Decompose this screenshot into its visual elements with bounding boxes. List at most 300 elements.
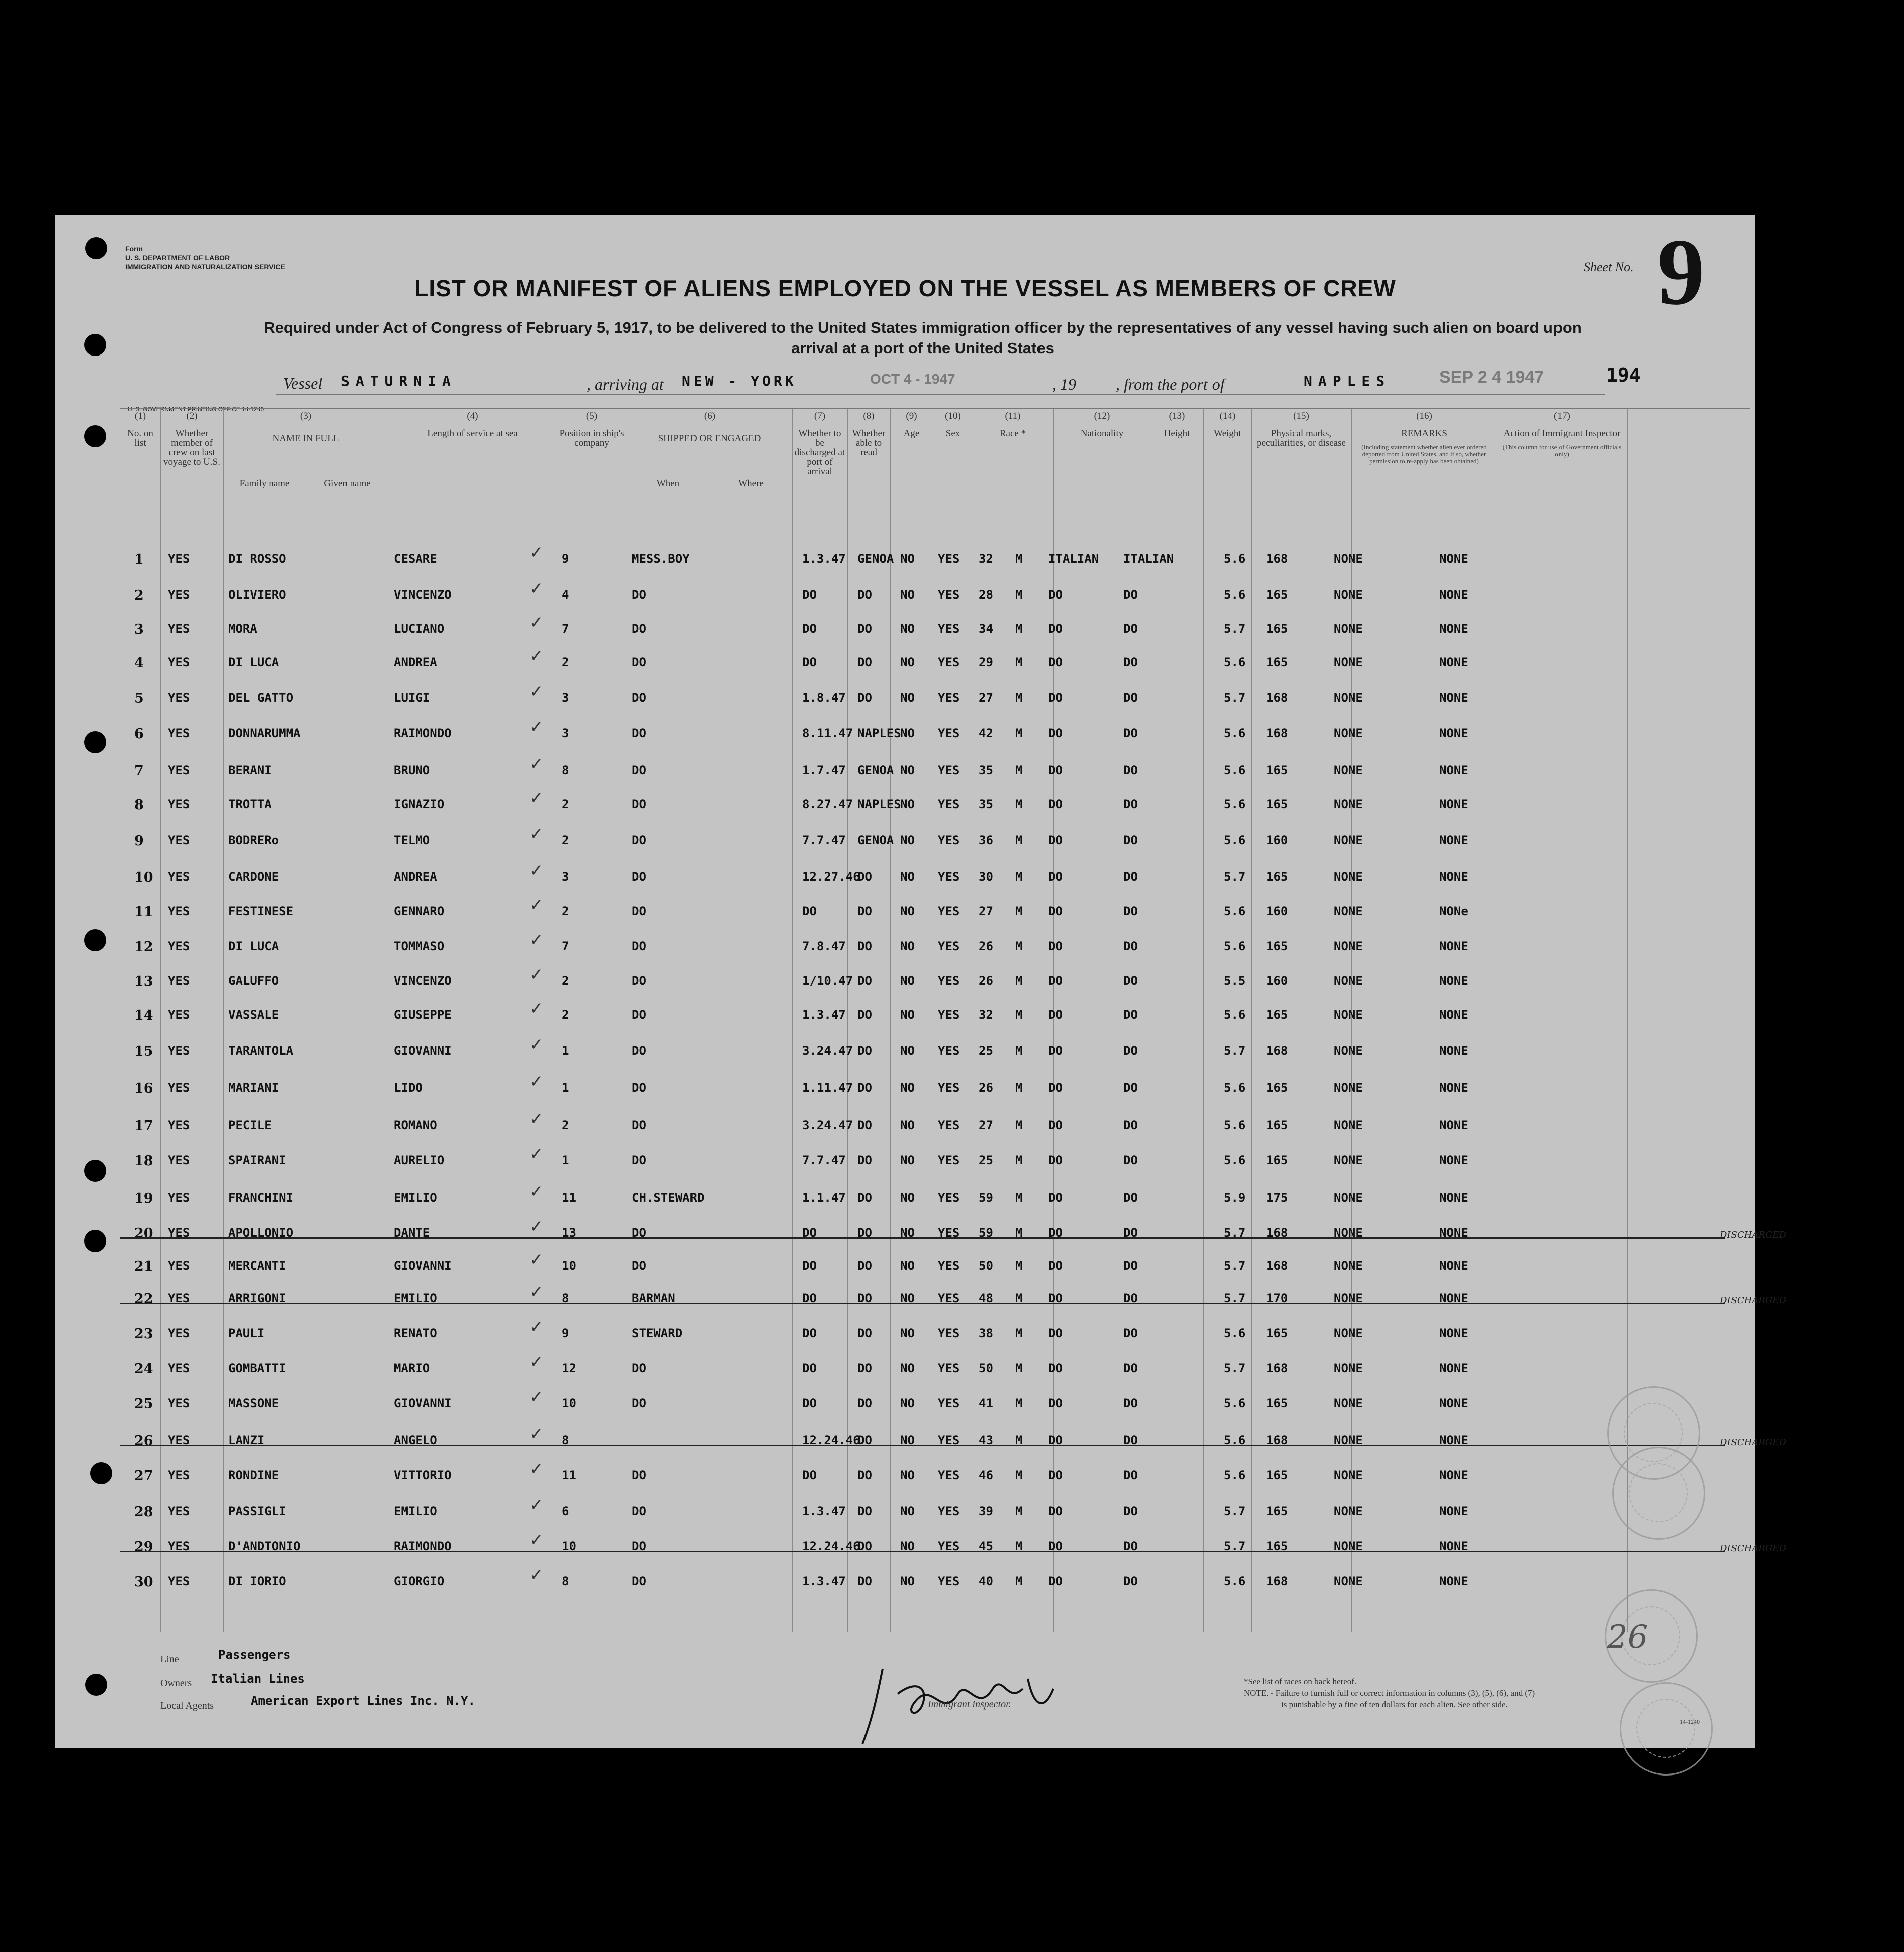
- cell-remarks: NONE: [1439, 1008, 1468, 1022]
- cell-service: 8: [562, 1574, 569, 1588]
- cell-where: DO: [857, 939, 872, 953]
- cell-where: DO: [857, 1291, 872, 1305]
- cell-read: YES: [938, 1539, 960, 1553]
- cell-prev: YES: [168, 1044, 190, 1058]
- cell-position: DO: [632, 974, 646, 988]
- cell-given: VINCENZO: [394, 588, 452, 602]
- cell-sex: M: [1015, 1153, 1023, 1167]
- cell-discharge: NO: [900, 655, 915, 669]
- cell-when: 12.24.46: [802, 1433, 860, 1447]
- service-name: IMMIGRATION AND NATURALIZATION SERVICE: [125, 263, 285, 271]
- cell-service: 9: [562, 1326, 569, 1340]
- cell-weight: 165: [1266, 797, 1288, 811]
- cell-age: 50: [979, 1361, 993, 1375]
- cell-where: DO: [857, 1504, 872, 1518]
- cell-prev: YES: [168, 763, 190, 777]
- cell-marks: NONE: [1334, 1291, 1363, 1305]
- cell-when: DO: [802, 588, 817, 602]
- cell-nationality: DO: [1123, 1044, 1138, 1058]
- cell-position: DO: [632, 1259, 646, 1273]
- cell-position: DO: [632, 1044, 646, 1058]
- column-number: (15): [1293, 411, 1309, 421]
- cell-remarks: NONE: [1439, 552, 1468, 566]
- cell-marks: NONE: [1334, 552, 1363, 566]
- table-row: [120, 1317, 1750, 1356]
- cell-remarks: NONE: [1439, 726, 1468, 740]
- cell-sex: M: [1015, 691, 1023, 705]
- cell-family: PAULI: [228, 1326, 265, 1340]
- cell-nationality: DO: [1123, 974, 1138, 988]
- cell-sex: M: [1015, 1226, 1023, 1240]
- cell-nationality: DO: [1123, 1361, 1138, 1375]
- cell-age: 45: [979, 1539, 993, 1553]
- cell-weight: 165: [1266, 1153, 1288, 1167]
- column-header: Age: [903, 428, 920, 439]
- cell-read: YES: [938, 1468, 960, 1482]
- cell-remarks: NONE: [1439, 1081, 1468, 1095]
- column-number: (16): [1416, 411, 1432, 421]
- cell-service: 6: [562, 1504, 569, 1518]
- column-header: SHIPPED OR ENGAGED: [658, 433, 761, 444]
- cell-age: 39: [979, 1504, 993, 1518]
- cell-nationality: DO: [1123, 1081, 1138, 1095]
- cell-read: YES: [938, 691, 960, 705]
- cell-nationality: DO: [1123, 939, 1138, 953]
- cell-service: 2: [562, 1118, 569, 1132]
- manifest-sheet: [55, 215, 1786, 1748]
- column-subheader: When: [656, 478, 680, 489]
- cell-marks: NONE: [1334, 974, 1363, 988]
- cell-when: DO: [802, 1259, 817, 1273]
- table-row: [120, 543, 1750, 582]
- cell-service: 13: [562, 1226, 576, 1240]
- penalty-note-1: NOTE. - Failure to furnish full or correct information in columns (3), (5), (6), and (7): [1244, 1688, 1535, 1698]
- cell-prev: YES: [168, 1433, 190, 1447]
- column-header: Sex: [945, 428, 960, 439]
- cell-when: DO: [802, 622, 817, 636]
- column-header: NAME IN FULL: [272, 433, 339, 444]
- cell-read: YES: [938, 974, 960, 988]
- vessel-underline: [276, 394, 1605, 395]
- cell-marks: NONE: [1334, 588, 1363, 602]
- cell-when: 7.8.47: [802, 939, 846, 953]
- cell-remarks: NONE: [1439, 1326, 1468, 1340]
- cell-height: 5.7: [1224, 1259, 1246, 1273]
- cell-height: 5.6: [1224, 1574, 1246, 1588]
- table-row: [120, 1387, 1750, 1427]
- page-number: 194: [1606, 364, 1641, 386]
- check-mark-icon: ✓: [529, 754, 544, 774]
- cell-height: 5.6: [1224, 939, 1246, 953]
- cell-family: DI ROSSO: [228, 552, 286, 566]
- cell-position: DO: [632, 1361, 646, 1375]
- cell-family: MARIANI: [228, 1081, 279, 1095]
- cell-no: 30: [134, 1574, 153, 1590]
- cell-where: DO: [857, 1191, 872, 1205]
- cell-weight: 168: [1266, 726, 1288, 740]
- cell-sex: M: [1015, 1008, 1023, 1022]
- cell-nationality: DO: [1123, 726, 1138, 740]
- cell-no: 17: [134, 1118, 153, 1134]
- cell-family: MASSONE: [228, 1396, 279, 1410]
- cell-weight: 168: [1266, 552, 1288, 566]
- cell-discharge: NO: [900, 1008, 915, 1022]
- cell-where: DO: [857, 904, 872, 918]
- cell-where: DO: [857, 1361, 872, 1375]
- cell-race: DO: [1048, 1008, 1063, 1022]
- cell-when: 1.3.47: [802, 1504, 846, 1518]
- cell-discharge: NO: [900, 588, 915, 602]
- cell-when: 3.24.47: [802, 1044, 853, 1058]
- cell-discharge: NO: [900, 1433, 915, 1447]
- inspector-label: Immigrant inspector.: [928, 1699, 1011, 1710]
- cell-height: 5.6: [1224, 1081, 1246, 1095]
- cell-marks: NONE: [1334, 1044, 1363, 1058]
- cell-service: 8: [562, 1433, 569, 1447]
- cell-age: 59: [979, 1191, 993, 1205]
- cell-service: 8: [562, 763, 569, 777]
- column-header: Weight: [1214, 428, 1241, 439]
- cell-discharge: NO: [900, 1081, 915, 1095]
- cell-age: 28: [979, 588, 993, 602]
- cell-when: 8.27.47: [802, 797, 853, 811]
- crew-table: [120, 408, 1786, 1775]
- cell-discharge: NO: [900, 622, 915, 636]
- cell-prev: YES: [168, 1539, 190, 1553]
- cell-race: DO: [1048, 939, 1063, 953]
- from-port: NAPLES: [1304, 373, 1391, 389]
- cell-sex: M: [1015, 1468, 1023, 1482]
- cell-marks: NONE: [1334, 1468, 1363, 1482]
- cell-when: 3.24.47: [802, 1118, 853, 1132]
- table-row: [120, 682, 1750, 721]
- cell-no: 5: [134, 691, 144, 706]
- table-row: [120, 754, 1750, 793]
- discharged-note: DISCHARGED: [1720, 1543, 1786, 1554]
- check-mark-icon: ✓: [529, 895, 544, 915]
- cell-position: DO: [632, 1008, 646, 1022]
- cell-discharge: NO: [900, 1259, 915, 1273]
- table-row: [120, 1217, 1786, 1256]
- cell-no: 13: [134, 974, 153, 989]
- cell-height: 5.6: [1224, 797, 1246, 811]
- column-subheader: Given name: [324, 478, 371, 489]
- cell-nationality: DO: [1123, 588, 1138, 602]
- table-row: [120, 1352, 1750, 1391]
- punch-hole: [84, 1230, 106, 1252]
- cell-discharge: NO: [900, 726, 915, 740]
- cell-family: PASSIGLI: [228, 1504, 286, 1518]
- cell-prev: YES: [168, 1291, 190, 1305]
- cell-family: DI LUCA: [228, 939, 279, 953]
- cell-position: DO: [632, 655, 646, 669]
- cell-sex: M: [1015, 1574, 1023, 1588]
- cell-discharge: NO: [900, 1326, 915, 1340]
- cell-service: 10: [562, 1259, 576, 1273]
- cell-discharge: NO: [900, 1153, 915, 1167]
- cell-prev: YES: [168, 655, 190, 669]
- cell-when: 8.11.47: [802, 726, 853, 740]
- cell-remarks: NONE: [1439, 1539, 1468, 1553]
- cell-no: 6: [134, 726, 144, 742]
- cell-family: PECILE: [228, 1118, 272, 1132]
- vessel-label: Vessel: [283, 374, 323, 392]
- cell-read: YES: [938, 1433, 960, 1447]
- cell-no: 21: [134, 1259, 153, 1274]
- cell-height: 5.6: [1224, 1326, 1246, 1340]
- cell-where: DO: [857, 622, 872, 636]
- cell-read: YES: [938, 622, 960, 636]
- cell-sex: M: [1015, 1081, 1023, 1095]
- column-number: (13): [1169, 411, 1185, 421]
- cell-sex: M: [1015, 1259, 1023, 1273]
- cell-sex: M: [1015, 904, 1023, 918]
- cell-nationality: DO: [1123, 622, 1138, 636]
- check-mark-icon: ✓: [529, 1250, 544, 1270]
- cell-given: LIDO: [394, 1081, 423, 1095]
- cell-discharge: NO: [900, 797, 915, 811]
- cell-given: DANTE: [394, 1226, 430, 1240]
- cell-age: 40: [979, 1574, 993, 1588]
- cell-marks: NONE: [1334, 1259, 1363, 1273]
- cell-family: GALUFFO: [228, 974, 279, 988]
- table-row: [120, 965, 1750, 1004]
- cell-height: 5.7: [1224, 1044, 1246, 1058]
- cell-discharge: NO: [900, 1468, 915, 1482]
- table-row: [120, 1282, 1786, 1321]
- cell-remarks: NONE: [1439, 1396, 1468, 1410]
- cell-family: TARANTOLA: [228, 1044, 294, 1058]
- cell-age: 25: [979, 1044, 993, 1058]
- check-mark-icon: ✓: [529, 965, 544, 985]
- cell-nationality: DO: [1123, 1468, 1138, 1482]
- cell-remarks: NONE: [1439, 1044, 1468, 1058]
- cell-service: 12: [562, 1361, 576, 1375]
- cell-age: 29: [979, 655, 993, 669]
- cell-discharge: NO: [900, 1291, 915, 1305]
- cell-nationality: DO: [1123, 1539, 1138, 1553]
- table-row: [120, 930, 1750, 969]
- cell-race: DO: [1048, 1468, 1063, 1482]
- cell-when: DO: [802, 1361, 817, 1375]
- arriving-port: NEW - YORK: [682, 373, 797, 389]
- cell-family: RONDINE: [228, 1468, 279, 1482]
- cell-prev: YES: [168, 1259, 190, 1273]
- cell-marks: NONE: [1334, 691, 1363, 705]
- cell-race: DO: [1048, 870, 1063, 884]
- check-mark-icon: ✓: [529, 1352, 544, 1372]
- column-header: Nationality: [1080, 428, 1124, 439]
- cell-discharge: NO: [900, 1118, 915, 1132]
- cell-given: GENNARO: [394, 904, 445, 918]
- cell-when: 1.8.47: [802, 691, 846, 705]
- cell-race: DO: [1048, 1118, 1063, 1132]
- punch-hole: [85, 1674, 107, 1696]
- strike-through-line: [120, 1303, 1725, 1304]
- cell-sex: M: [1015, 622, 1023, 636]
- discharged-note: DISCHARGED: [1720, 1437, 1786, 1448]
- column-number: (2): [186, 411, 198, 421]
- cell-nationality: DO: [1123, 797, 1138, 811]
- cell-remarks: NONE: [1439, 833, 1468, 847]
- cell-when: 1/10.47: [802, 974, 853, 988]
- cell-no: 15: [134, 1044, 153, 1059]
- cell-service: 2: [562, 974, 569, 988]
- cell-when: 1.3.47: [802, 1574, 846, 1588]
- cell-service: 3: [562, 691, 569, 705]
- cell-family: DEL GATTO: [228, 691, 294, 705]
- cell-age: 34: [979, 622, 993, 636]
- cell-prev: YES: [168, 1153, 190, 1167]
- cell-where: DO: [857, 1574, 872, 1588]
- cell-when: 12.27.46: [802, 870, 860, 884]
- cell-height: 5.6: [1224, 1153, 1246, 1167]
- cell-read: YES: [938, 588, 960, 602]
- cell-age: 35: [979, 797, 993, 811]
- cell-given: CESARE: [394, 552, 437, 566]
- cell-given: EMILIO: [394, 1504, 437, 1518]
- cell-sex: M: [1015, 939, 1023, 953]
- table-row: [120, 1109, 1750, 1148]
- cell-race: DO: [1048, 1433, 1063, 1447]
- cell-height: 5.7: [1224, 1539, 1246, 1553]
- cell-service: 1: [562, 1044, 569, 1058]
- cell-marks: NONE: [1334, 1191, 1363, 1205]
- cell-discharge: NO: [900, 904, 915, 918]
- table-row: [120, 895, 1750, 934]
- cell-family: CARDONE: [228, 870, 279, 884]
- cell-remarks: NONe: [1439, 904, 1468, 918]
- cell-remarks: NONE: [1439, 622, 1468, 636]
- cell-race: DO: [1048, 797, 1063, 811]
- cell-position: DO: [632, 1081, 646, 1095]
- cell-family: FRANCHINI: [228, 1191, 294, 1205]
- cell-remarks: NONE: [1439, 691, 1468, 705]
- column-number: (10): [945, 411, 961, 421]
- cell-when: DO: [802, 1396, 817, 1410]
- cell-where: DO: [857, 1259, 872, 1273]
- cell-family: SPAIRANI: [228, 1153, 286, 1167]
- punch-hole: [85, 237, 107, 259]
- cell-remarks: NONE: [1439, 1291, 1468, 1305]
- cell-height: 5.6: [1224, 1118, 1246, 1132]
- sheet-number: 9: [1657, 220, 1705, 325]
- cell-remarks: NONE: [1439, 1226, 1468, 1240]
- cell-age: 30: [979, 870, 993, 884]
- cell-given: VITTORIO: [394, 1468, 452, 1482]
- cell-given: EMILIO: [394, 1291, 437, 1305]
- dept-name: U. S. DEPARTMENT OF LABOR: [125, 254, 230, 262]
- cell-sex: M: [1015, 797, 1023, 811]
- cell-read: YES: [938, 763, 960, 777]
- cell-family: BERANI: [228, 763, 272, 777]
- cell-race: DO: [1048, 1396, 1063, 1410]
- column-number: (3): [300, 411, 312, 421]
- cell-nationality: DO: [1123, 1396, 1138, 1410]
- column-header: No. on list: [127, 428, 153, 448]
- cell-age: 32: [979, 1008, 993, 1022]
- cell-weight: 160: [1266, 833, 1288, 847]
- cell-read: YES: [938, 552, 960, 566]
- cell-remarks: NONE: [1439, 1118, 1468, 1132]
- check-mark-icon: ✓: [529, 861, 544, 881]
- check-mark-icon: ✓: [529, 1144, 544, 1164]
- cell-read: YES: [938, 1396, 960, 1410]
- cell-prev: YES: [168, 974, 190, 988]
- check-mark-icon: ✓: [529, 1317, 544, 1337]
- cell-height: 5.6: [1224, 1468, 1246, 1482]
- cell-where: GENOA: [857, 552, 894, 566]
- cell-prev: YES: [168, 1191, 190, 1205]
- cell-where: DO: [857, 1081, 872, 1095]
- handwritten-count: 26: [1607, 1619, 1648, 1656]
- cell-remarks: NONE: [1439, 1468, 1468, 1482]
- check-mark-icon: ✓: [529, 1565, 544, 1585]
- cell-when: 1.3.47: [802, 552, 846, 566]
- cell-given: ROMANO: [394, 1118, 437, 1132]
- cell-when: DO: [802, 1291, 817, 1305]
- cell-no: 1: [134, 552, 144, 567]
- cell-weight: 165: [1266, 870, 1288, 884]
- cell-family: MERCANTI: [228, 1259, 286, 1273]
- cell-discharge: NO: [900, 939, 915, 953]
- cell-weight: 168: [1266, 1574, 1288, 1588]
- cell-when: 7.7.47: [802, 1153, 846, 1167]
- cell-nationality: DO: [1123, 1259, 1138, 1273]
- cell-position: DO: [632, 904, 646, 918]
- cell-no: 2: [134, 588, 144, 603]
- cell-family: VASSALE: [228, 1008, 279, 1022]
- cell-discharge: NO: [900, 1226, 915, 1240]
- column-number: (11): [1005, 411, 1021, 421]
- cell-service: 2: [562, 1008, 569, 1022]
- vessel-name: SATURNIA: [341, 373, 457, 389]
- column-header: Race *: [999, 428, 1026, 439]
- column-header-note: (Including statement whether alien ever ordered deported from United States, and if so, whether permission to re-apply has been obtained): [1361, 443, 1487, 465]
- cell-race: DO: [1048, 655, 1063, 669]
- cell-race: DO: [1048, 974, 1063, 988]
- cell-where: NAPLES: [857, 726, 901, 740]
- cell-weight: 170: [1266, 1291, 1288, 1305]
- cell-prev: YES: [168, 1081, 190, 1095]
- cell-when: DO: [802, 655, 817, 669]
- cell-sex: M: [1015, 1191, 1023, 1205]
- races-note: *See list of races on back hereof.: [1244, 1677, 1357, 1686]
- cell-where: DO: [857, 1044, 872, 1058]
- cell-where: DO: [857, 1118, 872, 1132]
- cell-family: DONNARUMMA: [228, 726, 301, 740]
- column-number: (17): [1554, 411, 1570, 421]
- cell-service: 7: [562, 622, 569, 636]
- cell-where: DO: [857, 691, 872, 705]
- cell-height: 5.5: [1224, 974, 1246, 988]
- cell-discharge: NO: [900, 1504, 915, 1518]
- cell-no: 9: [134, 833, 144, 849]
- check-mark-icon: ✓: [529, 1282, 544, 1302]
- cell-when: 1.11.47: [802, 1081, 853, 1095]
- check-mark-icon: ✓: [529, 1387, 544, 1407]
- cell-age: 32: [979, 552, 993, 566]
- cell-service: 2: [562, 655, 569, 669]
- cell-height: 5.6: [1224, 1396, 1246, 1410]
- cell-race: ITALIAN: [1048, 552, 1099, 566]
- cell-discharge: NO: [900, 974, 915, 988]
- cell-read: YES: [938, 1118, 960, 1132]
- cell-position: DO: [632, 1153, 646, 1167]
- cell-marks: NONE: [1334, 1226, 1363, 1240]
- cell-given: GIUSEPPE: [394, 1008, 452, 1022]
- sheet-label: Sheet No.: [1584, 260, 1634, 274]
